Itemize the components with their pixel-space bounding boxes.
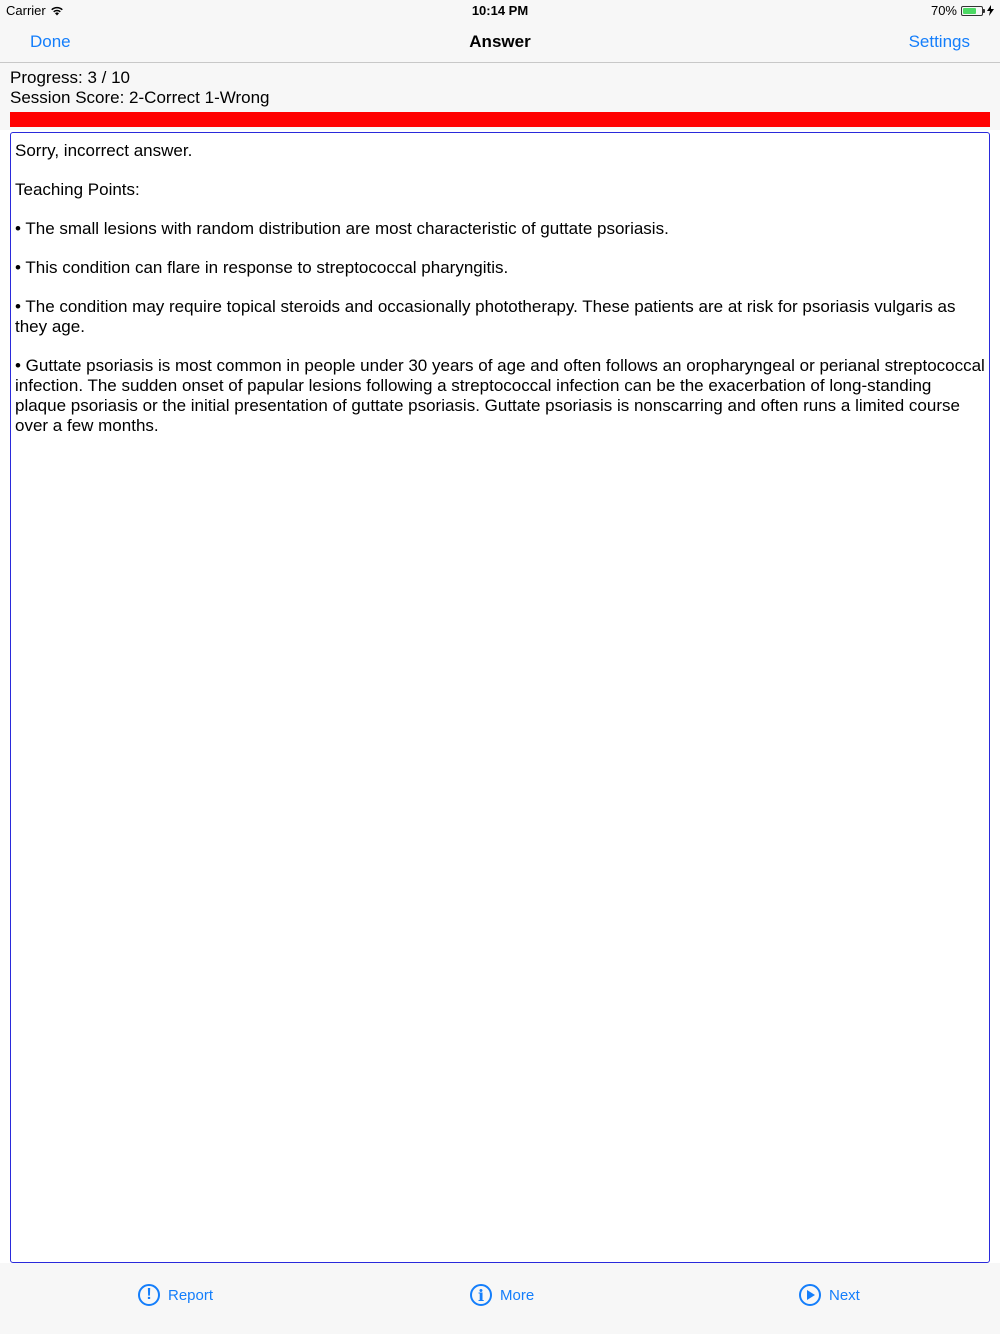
status-battery [931, 3, 994, 18]
result-indicator-bar [10, 112, 990, 127]
answer-paragraph: • This condition can flare in response to streptococcal pharyngitis. [15, 258, 509, 277]
more-label: More [500, 1286, 535, 1304]
battery-icon [961, 6, 983, 16]
charging-bolt-icon [987, 5, 994, 16]
progress-text [10, 68, 270, 108]
done-button[interactable]: Done [30, 32, 71, 51]
answer-paragraph: • Guttate psoriasis is most common in people under 30 years of age and often follows an oropharyngeal or perianal streptococcal infection. The sudden onset of papular lesions following a streptococcal infection can be the exacerbation of long-standing plaque psoriasis or the initial presentation of guttate psoriasis. Guttate psoriasis is nonscarring and often runs a limited course over a few months. [15, 356, 985, 435]
exclamation-circle-icon: ! [138, 1284, 160, 1306]
settings-button[interactable]: Settings [908, 32, 970, 51]
progress-label: Progress: 3 / 10 [10, 68, 131, 87]
answer-paragraph: Teaching Points: [15, 180, 140, 199]
play-circle-icon [799, 1284, 821, 1306]
answer-text-view[interactable] [10, 132, 990, 1263]
answer-paragraph: Sorry, incorrect answer. [15, 141, 193, 160]
report-label: Report [168, 1286, 214, 1304]
status-bar [0, 0, 1000, 22]
navigation-bar [0, 22, 1000, 63]
battery-fill [963, 8, 976, 14]
bottom-toolbar [0, 1263, 1000, 1334]
status-time: 10:14 PM [471, 3, 529, 18]
carrier-label: Carrier [6, 3, 46, 18]
more-button[interactable] [470, 1284, 534, 1306]
info-circle-icon: i [470, 1284, 492, 1306]
answer-paragraph: • The condition may require topical steroids and occasionally phototherapy. These patients are at risk for psoriasis vulgaris as they age. [15, 297, 956, 336]
answer-paragraph: • The small lesions with random distribution are most characteristic of guttate psoriasis. [15, 219, 669, 238]
next-label: Next [829, 1286, 860, 1304]
battery-percent: 70% [930, 3, 957, 18]
session-score-label: Session Score: 2-Correct 1-Wrong [10, 88, 270, 107]
page-title: Answer [469, 32, 531, 51]
report-button[interactable] [138, 1284, 213, 1306]
next-button[interactable] [799, 1284, 860, 1306]
